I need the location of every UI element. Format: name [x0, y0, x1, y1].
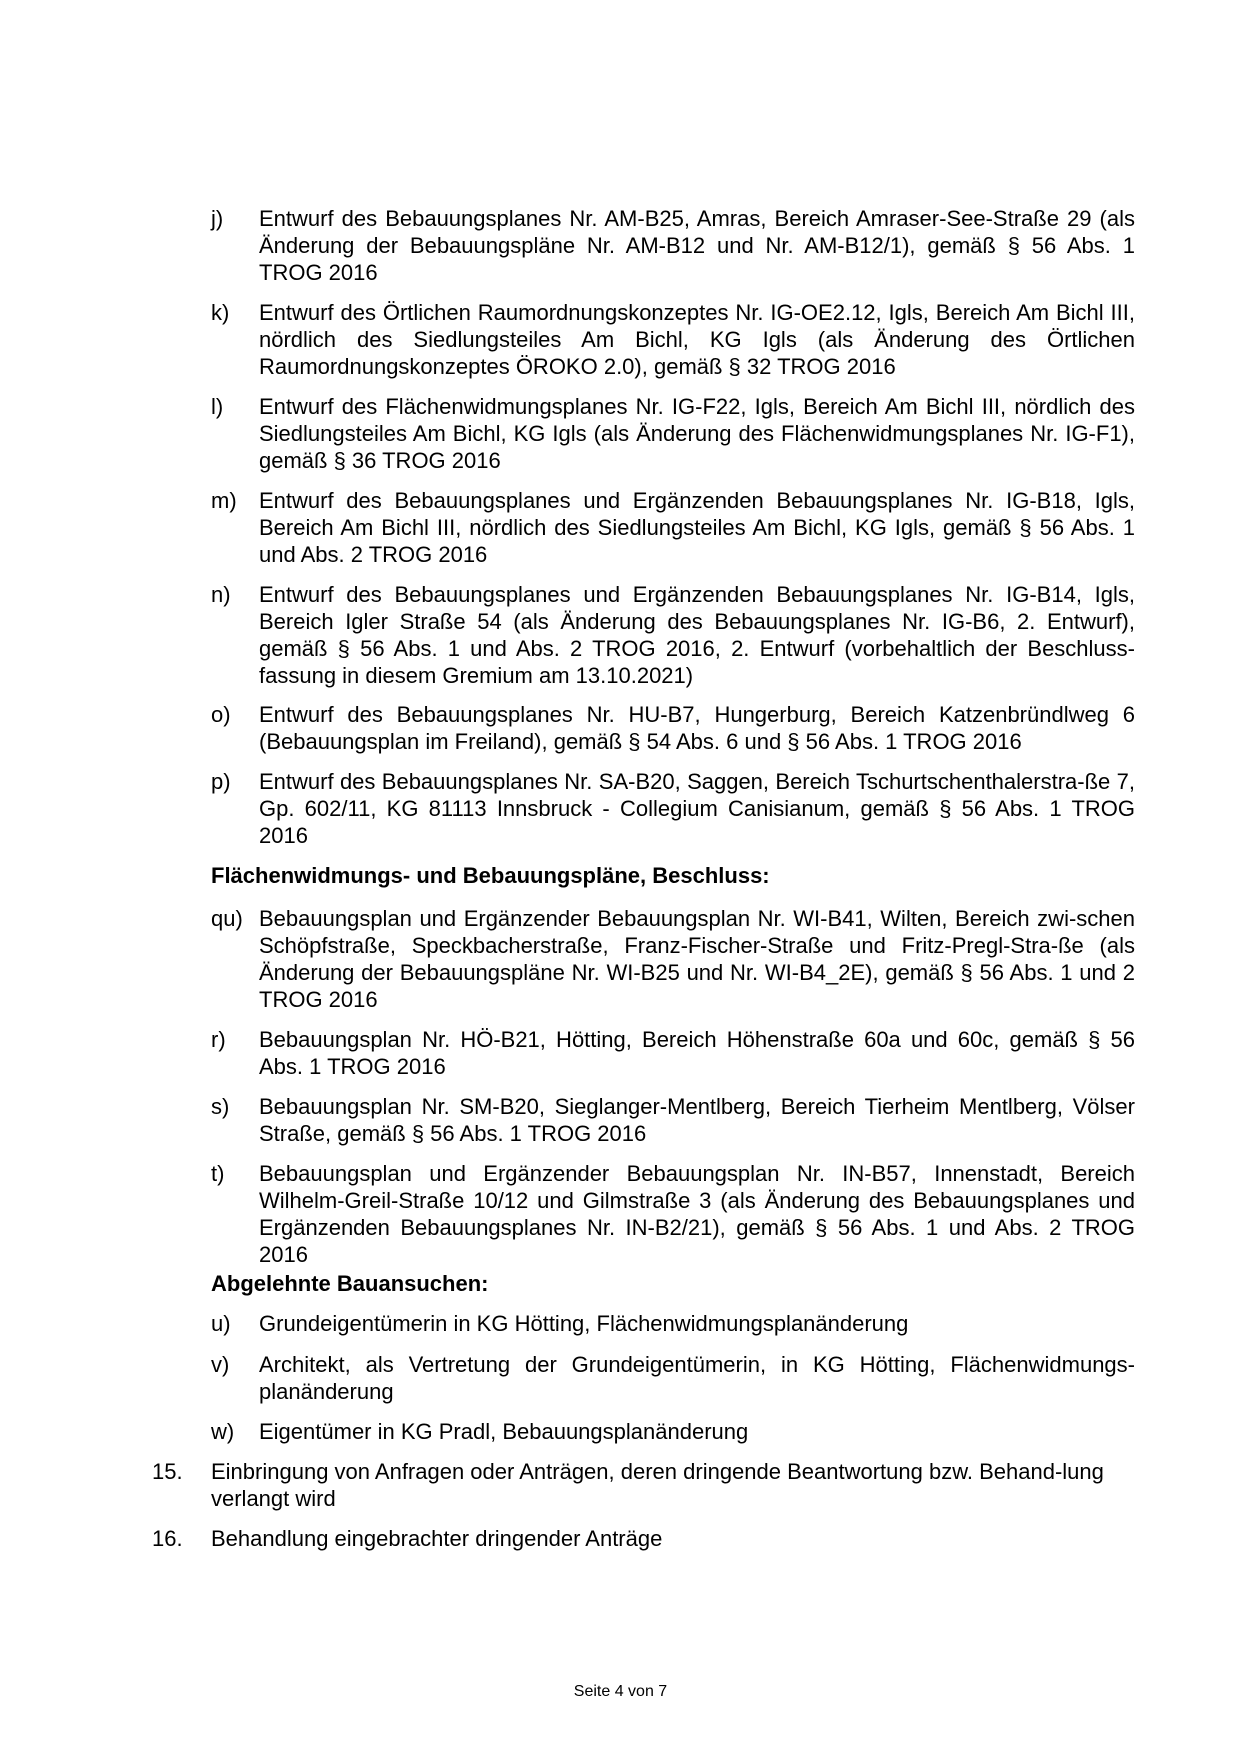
agenda-number: 16.	[152, 1526, 183, 1551]
list-marker: k)	[211, 300, 230, 325]
list-marker: u)	[211, 1311, 231, 1336]
list-marker: o)	[211, 702, 231, 727]
list-item-text: Eigentümer in KG Pradl, Bebauungsplanänderung	[259, 1419, 749, 1444]
page-number-footer: Seite 4 von 7	[573, 1683, 668, 1700]
list-marker: qu)	[211, 906, 243, 931]
section-heading-abgelehnt: Abgelehnte Bauansuchen:	[211, 1271, 489, 1296]
list-marker: w)	[211, 1419, 235, 1444]
agenda-item-text: Einbringung von Anfragen oder Anträgen, deren dringende Beantwortung bzw. Behand-lung verlangt wird	[211, 1459, 1104, 1511]
list-item-text: Bebauungsplan Nr. HÖ-B21, Hötting, Bereich Höhenstraße 60a und 60c, gemäß § 56 Abs. 1 TROG 2016	[259, 1027, 1135, 1079]
section-heading-beschluss: Flächenwidmungs- und Bebauungspläne, Beschluss:	[211, 863, 770, 888]
list-marker: t)	[211, 1161, 225, 1186]
list-marker: j)	[211, 206, 224, 231]
list-marker: l)	[211, 394, 224, 419]
list-item-text: Entwurf des Bebauungsplanes Nr. AM-B25, Amras, Bereich Amraser-See-Straße 29 (als Änderung der Bebauungspläne Nr. AM-B12 und Nr. AM-B12/1), gemäß § 56 Abs. 1 TROG 2016	[259, 206, 1135, 285]
list-item-text: Entwurf des Örtlichen Raumordnungskonzeptes Nr. IG-OE2.12, Igls, Bereich Am Bichl III, nördlich des Siedlungsteiles Am Bichl, KG Igls (als Änderung des Örtlichen Raumordnungskonzeptes ÖROKO 2.0), gemäß § 32 TROG 2016	[259, 300, 1135, 379]
list-item-text: Bebauungsplan und Ergänzender Bebauungsplan Nr. WI-B41, Wilten, Bereich zwi-schen Schöpfstraße, Speckbacherstraße, Franz-Fischer-Straße und Fritz-Pregl-Stra-ße (als Änderung der Bebauungspläne Nr. WI-B25 und Nr. WI-B4_2E), gemäß § 56 Abs. 1 und 2 TROG 2016	[259, 906, 1135, 1012]
list-marker: s)	[211, 1094, 230, 1119]
list-marker: r)	[211, 1027, 226, 1052]
list-item-text: Grundeigentümerin in KG Hötting, Flächenwidmungsplanänderung	[259, 1311, 909, 1336]
list-item-text: Entwurf des Bebauungsplanes und Ergänzenden Bebauungsplanes Nr. IG-B18, Igls, Bereich Am Bichl III, nördlich des Siedlungsteiles Am Bichl, KG Igls, gemäß § 56 Abs. 1 und Abs. 2 TROG 2016	[259, 488, 1135, 567]
list-item-text: Entwurf des Bebauungsplanes und Ergänzenden Bebauungsplanes Nr. IG-B14, Igls, Bereich Igler Straße 54 (als Änderung des Bebauungsplanes Nr. IG-B6, 2. Entwurf), gemäß § 56 Abs. 1 und Abs. 2 TROG 2016, 2. Entwurf (vorbehaltlich der Beschluss-fassung in diesem Gremium am 13.10.2021)	[259, 582, 1135, 688]
list-item-text: Entwurf des Bebauungsplanes Nr. HU-B7, Hungerburg, Bereich Katzenbründlweg 6 (Bebauungsplan im Freiland), gemäß § 54 Abs. 6 und § 56 Abs. 1 TROG 2016	[259, 702, 1135, 754]
list-item-text: Bebauungsplan Nr. SM-B20, Sieglanger-Mentlberg, Bereich Tierheim Mentlberg, Völser Straße, gemäß § 56 Abs. 1 TROG 2016	[259, 1094, 1135, 1146]
list-marker: m)	[211, 488, 237, 513]
list-marker: n)	[211, 582, 231, 607]
list-item-text: Architekt, als Vertretung der Grundeigentümerin, in KG Hötting, Flächenwidmungs-planänderung	[259, 1352, 1135, 1404]
agenda-number: 15.	[152, 1459, 183, 1484]
list-marker: p)	[211, 769, 231, 794]
list-item-text: Bebauungsplan und Ergänzender Bebauungsplan Nr. IN-B57, Innenstadt, Bereich Wilhelm-Greil-Straße 10/12 und Gilmstraße 3 (als Änderung des Bebauungsplanes und Ergänzenden Bebauungsplanes Nr. IN-B2/21), gemäß § 56 Abs. 1 und Abs. 2 TROG 2016	[259, 1161, 1135, 1267]
list-item-text: Entwurf des Flächenwidmungsplanes Nr. IG-F22, Igls, Bereich Am Bichl III, nördlich des Siedlungsteiles Am Bichl, KG Igls (als Änderung des Flächenwidmungsplanes Nr. IG-F1), gemäß § 36 TROG 2016	[259, 394, 1135, 473]
list-marker: v)	[211, 1352, 230, 1377]
agenda-item-text: Behandlung eingebrachter dringender Anträge	[211, 1526, 663, 1551]
list-item-text: Entwurf des Bebauungsplanes Nr. SA-B20, Saggen, Bereich Tschurtschenthalerstra-ße 7, Gp. 602/11, KG 81113 Innsbruck - Collegium Canisianum, gemäß § 56 Abs. 1 TROG 2016	[259, 769, 1135, 848]
